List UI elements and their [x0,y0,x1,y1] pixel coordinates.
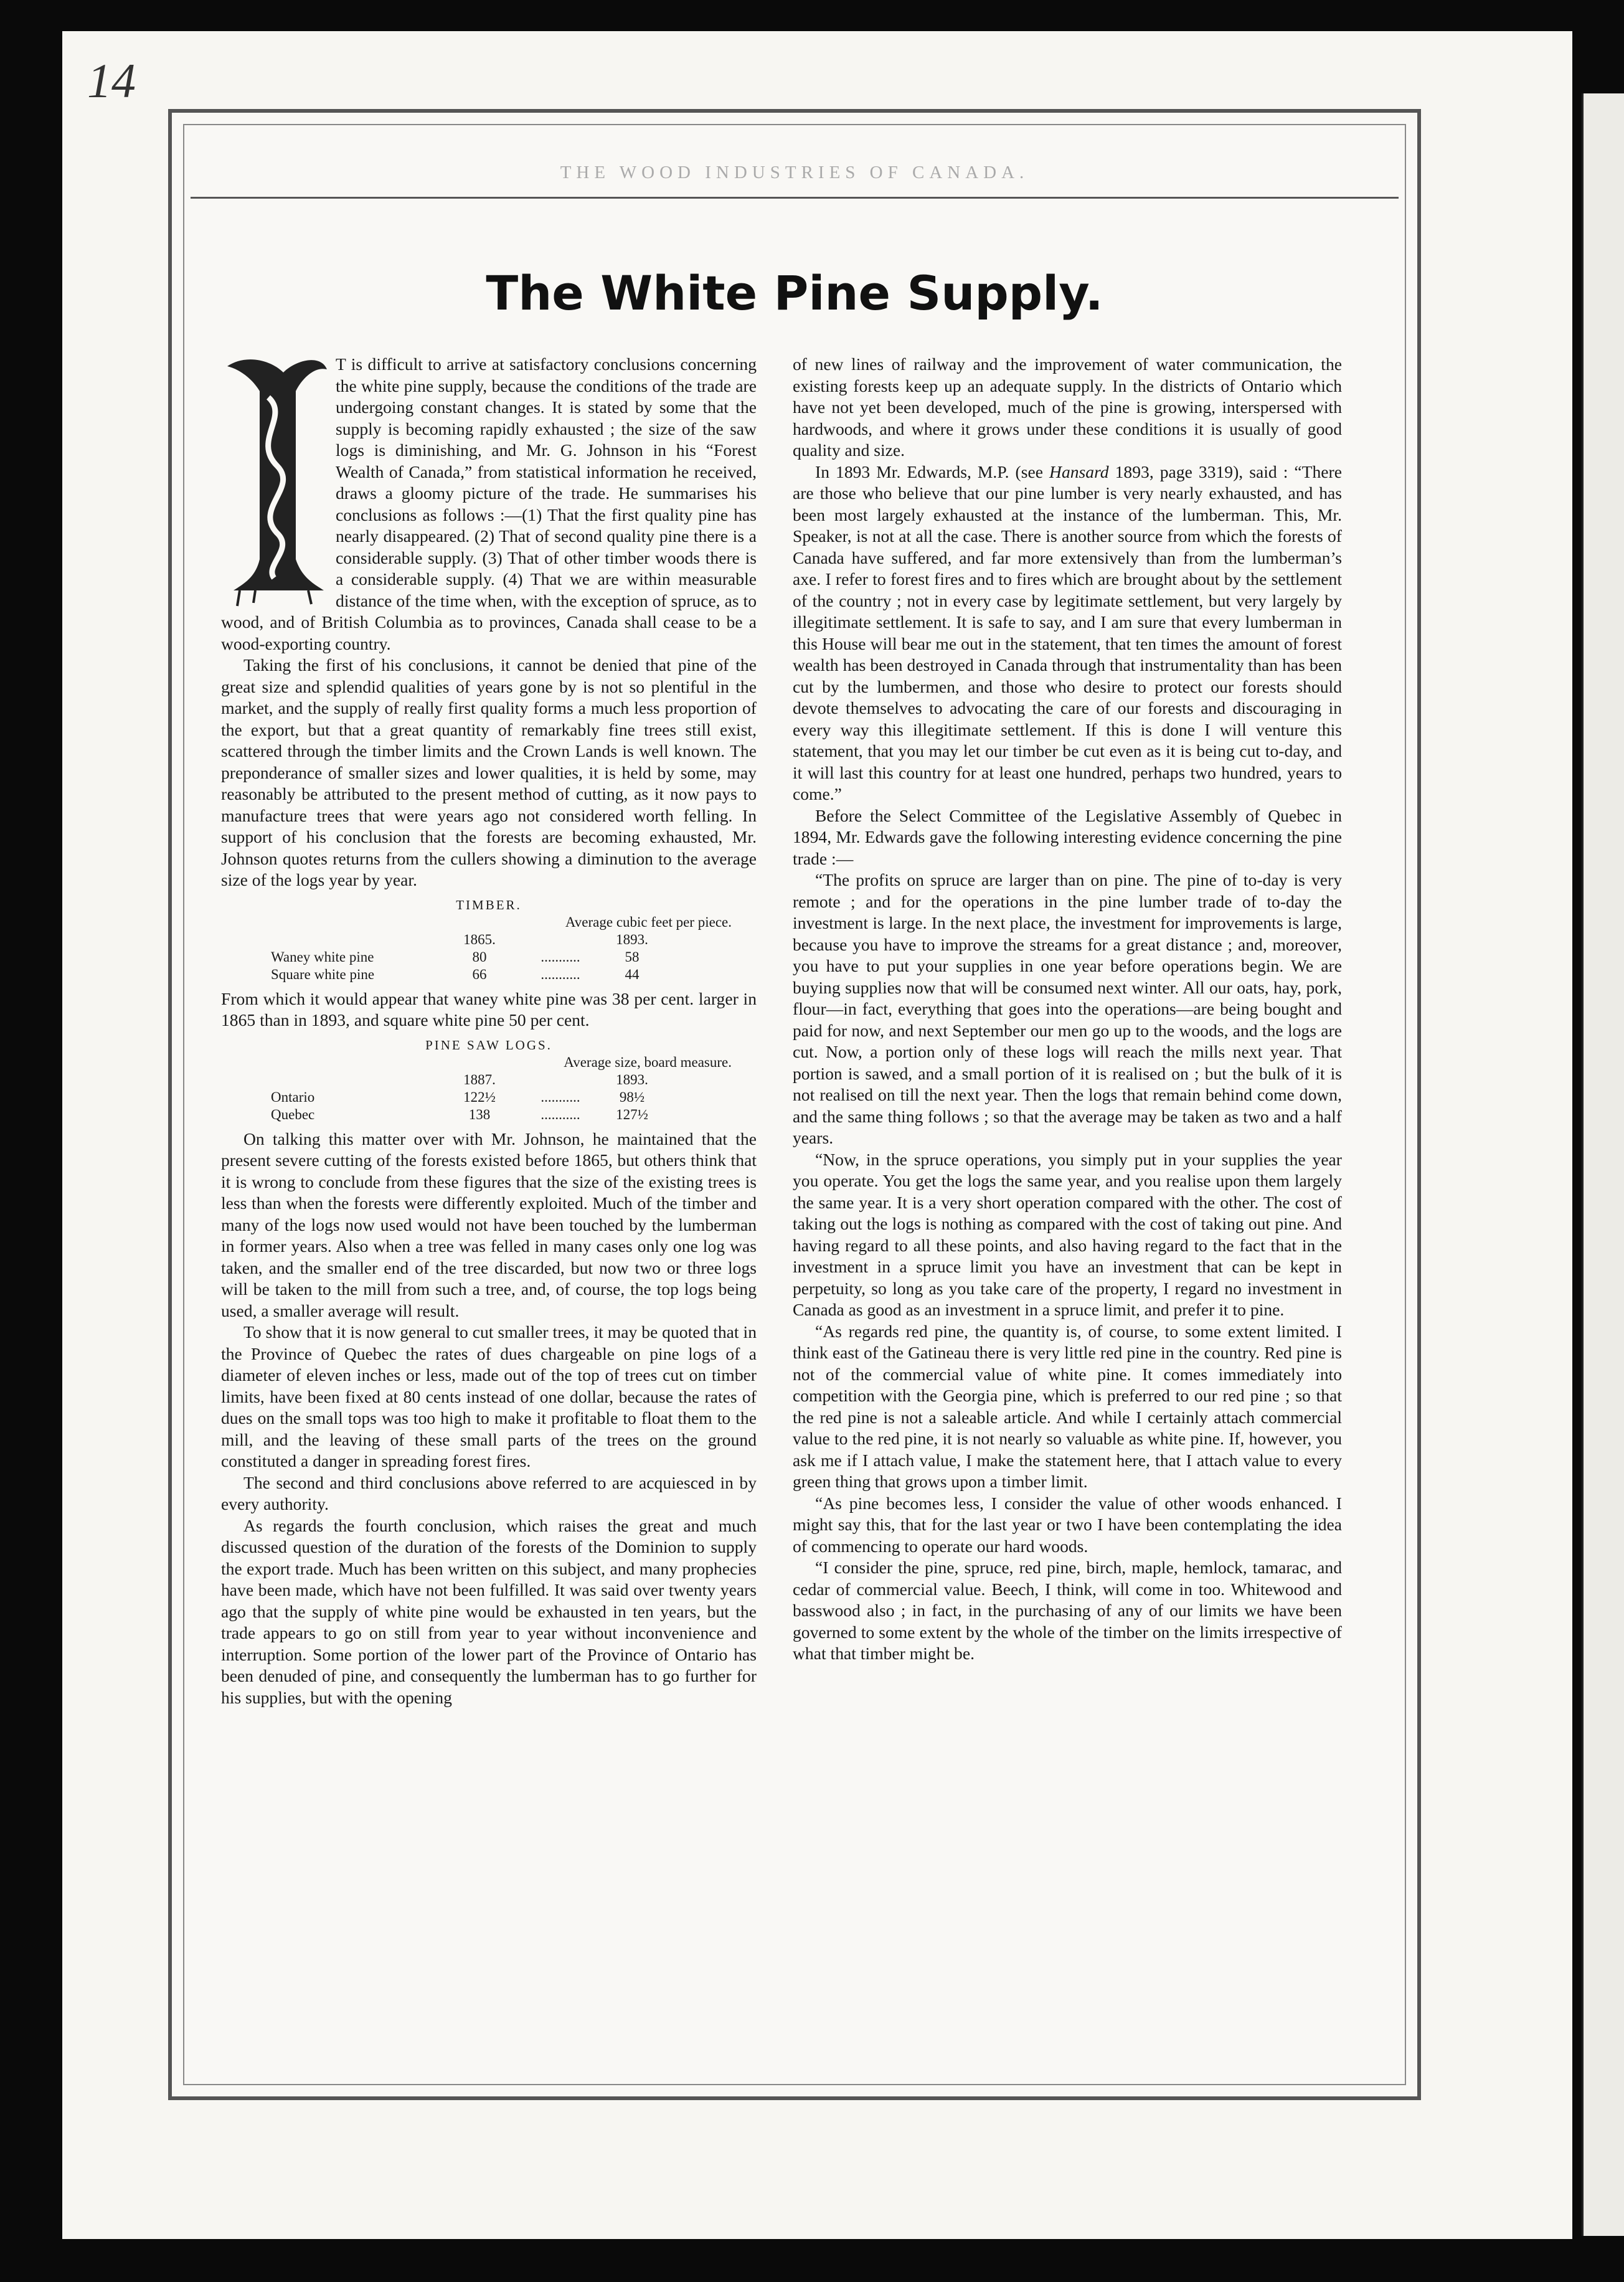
year-col-2: 1893. [616,931,648,947]
year-col-1: 1887. [463,1071,496,1087]
page-border [168,109,1421,2100]
cell: 66 [472,966,487,982]
paragraph: The second and third conclusions above referred to are acquiesced in by every authority. [221,1472,757,1513]
table-row: Waney white pine 80 ........... 58 [221,949,757,966]
table-row: Quebec 138 ........... 127½ [221,1106,757,1124]
paragraph: “Now, in the spruce operations, you simply put in your supplies the year you operate. You get the logs the same year, and you realise upon them largely the same year. It is a very short operation compared with the other. The cost of taking out the logs is nothing as compared with the cost of taking out pine. And having regard to all these points, and also having regard to the fact that in the investment in a spruce limit you have an investment that can be kept in perpetuity, so long as you take care of the property, I regard no investment in Canada as good as an investment in a spruce limit, and prefer it to pine. [793,1149,1342,1319]
paragraph: As regards the fourth conclusion, which raises the great and much discussed question of the duration of the forests of the Dominion to supply the export trade. Much has been written on this subject, and many prophecies have been made, which have not been fulfilled. It was said over twenty years ago that the supply of white pine would be exhausted in ten years, but the trade appears to go on still from year to year without inconvenience and interruption. Some portion of the lower part of the Province of Ontario has been denuded of pine, and consequently the lumberman has to go further for his supplies, but with the opening [221,1515,757,1707]
row-label: Ontario [271,1089,315,1105]
right-column [793,354,1342,1665]
text-run: In 1893 Mr. Edwards, M.P. (see [815,462,1050,481]
timber-table [221,896,757,983]
cell: 127½ [616,1106,648,1122]
year-col-2: 1893. [616,1071,648,1087]
paragraph: “I consider the pine, spruce, red pine, birch, maple, hemlock, tamarac, and cedar of commercial value. Beech, I think, will come in too. Whitewood and basswood also ; in fact, in the purchasing of any of our limits we have been governed to some extent by the whole of the timber on the limits irrespective of what that timber might be. [793,1558,1342,1663]
paragraph: “As pine becomes less, I consider the value of other woods enhanced. I might say this, that for the last year or two I have been contemplating the idea of commencing to operate our hard woods. [793,1493,1342,1556]
table-caption: TIMBER. [456,897,522,912]
paragraph: To show that it is now general to cut smaller trees, it may be quoted that in the Province of Quebec the rates of dues chargeable on pine logs of a diameter of eleven inches or less, made out of the top of trees cut on timber limits, have been fixed at 80 cents instead of one dollar, because the rates of dues on the small tops was too high to make it profitable to float them to the mill, and the leaving of these small parts of the trees on the ground constituted a danger in spreading forest fires. [221,1322,757,1470]
year-col-1: 1865. [463,931,496,947]
ornamental-initial-icon [221,354,332,609]
table-header-row [221,1071,757,1089]
paragraph: Before the Select Committee of the Legislative Assembly of Quebec in 1894, Mr. Edwards gave the following interesting evidence concerning the pine trade :— [793,805,1342,868]
paragraph: T is difficult to arrive at satisfactory conclusions concerning the white pine supply, because the conditions of the trade are undergoing constant changes. It is stated by some that the supply is becoming rapidly exhausted ; the size of the saw logs is diminishing, and Mr. G. Johnson in his “Forest Wealth of Canada,” from statistical information he received, draws a gloomy picture of the trade. He summarises his conclusions as follows :—(1) That the first quality pine has nearly disappeared. (2) That of second quality pine there is a considerable supply. (3) That of other timber woods there is a considerable supply. (4) That we are within measurable distance of the time when, with the exception of spruce, as to wood, and of British Columbia as to provinces, Canada shall cease to be a wood-exporting country. [221,354,757,653]
handwritten-page-number: 14 [87,54,136,108]
row-label: Quebec [271,1106,315,1122]
paragraph: From which it would appear that waney white pine was 38 per cent. larger in 1865 than in 1893, and square white pine 50 per cent. [221,988,757,1030]
table-subhead: Average size, board measure. [564,1054,732,1070]
next-page-edge [1582,93,1624,2236]
table-header-row [221,931,757,949]
cell: 138 [468,1106,491,1122]
paragraph: On talking this matter over with Mr. Johnson, he maintained that the present severe cutting of the forests existed before 1865, but others think that it is wrong to conclude from these figures that the size of the existing trees is less than when the forests were differently exploited. Much of the timber and many of the logs now used would not have been touched by the lumberman in former years. Also when a tree was felled in many cases only one log was taken, and the smaller end of the tree discarded, but now two or three logs will be taken to the mill from such a tree, and, of course, the top logs being used, a smaller average will result. [221,1129,757,1320]
saw-logs-table [221,1036,757,1124]
cell: 58 [625,949,640,965]
cell: 122½ [463,1089,496,1105]
running-head: THE WOOD INDUSTRIES OF CANADA. [560,163,1029,182]
cell: 98½ [619,1089,645,1105]
header-rule [191,197,1399,199]
table-row: Ontario 122½ ........... 98½ [221,1089,757,1106]
paragraph: of new lines of railway and the improvement of water communication, the existing forests keep up an adequate supply. In the districts of Ontario which have not yet been developed, much of the pine is growing, interspersed with hardwoods, and where it grows under these conditions it is usually of good quality and size. [793,354,1342,460]
paragraph: Taking the first of his conclusions, it cannot be denied that pine of the great size and splendid qualities of years gone by is not so plentiful in the market, and the supply of really first quality forms a much less proportion of the export, but that a great quantity of remarkably fine trees still exist, scattered through the timber limits and the Crown Lands is well known. The preponderance of smaller sizes and lower qualities, it is held by some, may reasonably be attributed to the present method of cutting, as it now pays to manufacture trees that were years ago not considered worth felling. In support of his conclusion that the forests are becoming exhausted, Mr. Johnson quotes returns from the cullers showing a diminution to the average size of the logs year by year. [221,655,757,889]
article-title: The White Pine Supply. [486,265,1103,321]
paragraph: “As regards red pine, the quantity is, of course, to some extent limited. I think east of the Gatineau there is very little red pine in the country. Red pine is not of the commercial value of white pine. It comes immediately into competition with the Georgia pine, which is preferred to our red pine ; so that the red pine is not a saleable article. And while I certainly attach commercial value to the red pine, it is not nearly so valuable as white pine. If, however, you ask me if I attach value, I make the statement here, that I attach value to every green thing that grows upon a timber limit. [793,1321,1342,1491]
left-column [221,354,757,1708]
cell: 44 [625,966,640,982]
paragraph: “The profits on spruce are larger than on pine. The pine of to-day is very remote ; and for the operations in the pine lumber trade of to-day the investment is large. In the next place, the investment for improvements is large, because you have to improve the streams for a great distance ; and, moreover, you have to put your supplies in one year before operations begin. We are buying supplies now that will be consumed next winter. All our oats, hay, pork, flour—in fact, everything that goes into the operations—are being bought and paid for now, and next September our men go up to the woods, and the logs are cut. Now, a portion only of these logs will reach the mills next year. That portion is sawed, and a small portion of it is realised on ; but the bulk of it is not realised on till the next year. Then the logs that remain behind come down, and the same thing follows ; so that the average may be taken as two and a half years. [793,870,1342,1147]
citation-italic: Hansard [1049,462,1109,481]
text-run: 1893, page 3319), said : “There are those who believe that our pine lumber is very nearly exhausted, and has been most largely exhausted at the instance of the lumberman. This, Mr. Speaker, is not at all the case. There is another source from which the forests of Canada have suffered, and far more extensively than from the lumberman’s axe. I refer to forest fires and to fires which are brought about by the settlement of the country ; not in every case by legitimate settlement, but very largely by illegitimate settlement. It is safe to say, and I am sure that every lumberman in this House will bear me out in the statement, that ten times the amount of forest wealth has been destroyed in Canada through that instrumentality than has been cut by the lumbermen, and those who desire to protect our forests should devote themselves to advocating the care of our forests and discouraging in every way this illegitimate settlement. If this is done I will venture this statement, that you may let our timber be cut even as it is being cut to-day, and it will last this country for at least one hundred, perhaps two hundred, years to come.” [793,462,1342,803]
paragraph [793,462,1342,805]
table-subhead: Average cubic feet per piece. [565,914,732,930]
row-label: Square white pine [271,966,375,982]
row-label: Waney white pine [271,949,374,965]
table-caption: PINE SAW LOGS. [425,1037,552,1053]
table-row: Square white pine 66 ........... 44 [221,966,757,983]
cell: 80 [472,949,487,965]
